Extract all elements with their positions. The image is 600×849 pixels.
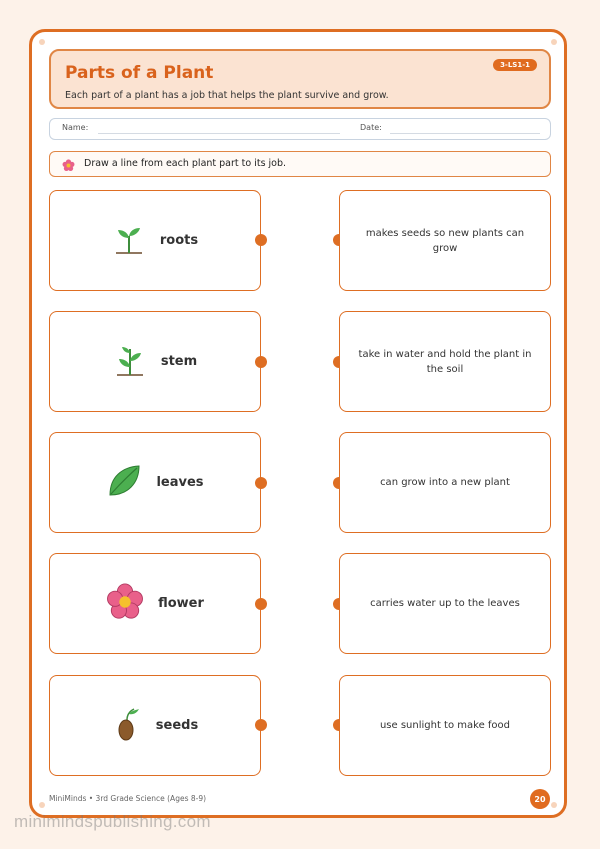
seed-icon xyxy=(112,706,142,746)
job-card xyxy=(339,190,551,291)
connector-dot[interactable] xyxy=(255,356,267,368)
flower-icon xyxy=(62,157,75,176)
job-card xyxy=(339,553,551,654)
part-card-leaves xyxy=(49,432,261,533)
connector-dot[interactable] xyxy=(255,598,267,610)
corner-dot xyxy=(39,802,45,808)
worksheet-page xyxy=(29,29,567,818)
leaf-icon xyxy=(106,463,142,503)
footer-text: MiniMinds • 3rd Grade Science (Ages 8-9) xyxy=(49,794,207,803)
connector-dot[interactable] xyxy=(255,477,267,489)
job-text: makes seeds so new plants can grow xyxy=(365,227,525,254)
part-card-seeds xyxy=(49,675,261,776)
name-label: Name: xyxy=(62,123,89,132)
job-text: use sunlight to make food xyxy=(379,720,511,731)
page-subtitle: Each part of a plant has a job that helps the plant survive and grow. xyxy=(65,90,389,101)
job-card xyxy=(339,432,551,533)
watermark: minimindspublishing.com xyxy=(14,812,211,831)
job-text: take in water and hold the plant in the soil xyxy=(358,348,532,375)
date-label: Date: xyxy=(360,123,382,132)
connector-dot[interactable] xyxy=(255,719,267,731)
name-date-bar xyxy=(49,118,551,140)
sprout-icon xyxy=(112,222,146,260)
name-field[interactable] xyxy=(98,133,340,134)
date-field[interactable] xyxy=(390,133,540,134)
connector-dot[interactable] xyxy=(255,234,267,246)
worksheet-header xyxy=(49,49,551,109)
corner-dot xyxy=(551,802,557,808)
part-label: roots xyxy=(159,233,199,248)
job-text: can grow into a new plant xyxy=(380,477,510,488)
job-card xyxy=(339,675,551,776)
part-label: leaves xyxy=(156,475,204,490)
flower-icon xyxy=(106,583,144,625)
stem-plant-icon xyxy=(113,343,147,381)
part-card-flower xyxy=(49,553,261,654)
standard-badge: 3-LS1-1 xyxy=(493,59,537,71)
job-card xyxy=(339,311,551,412)
part-label: stem xyxy=(160,354,198,369)
page-number: 20 xyxy=(530,789,550,809)
instruction-text: Draw a line from each plant part to its job. xyxy=(84,158,287,169)
part-label: seeds xyxy=(155,718,199,733)
page-title: Parts of a Plant xyxy=(65,63,214,83)
corner-dot xyxy=(551,39,557,45)
job-text: carries water up to the leaves xyxy=(370,598,520,609)
part-card-stem xyxy=(49,311,261,412)
corner-dot xyxy=(39,39,45,45)
part-label: flower xyxy=(158,596,204,611)
part-card-roots xyxy=(49,190,261,291)
instruction-bar xyxy=(49,151,551,177)
